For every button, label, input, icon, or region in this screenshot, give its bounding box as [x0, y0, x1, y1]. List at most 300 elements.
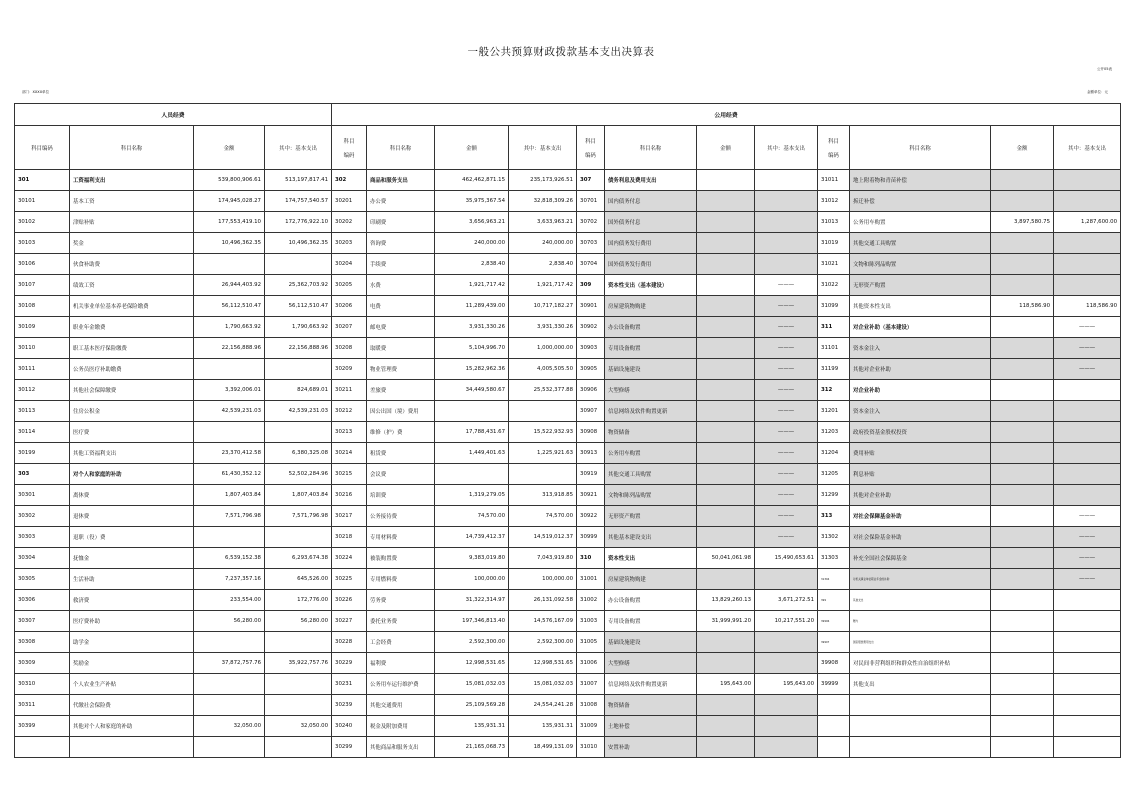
table-row	[15, 443, 1121, 464]
cell-amount	[991, 317, 1054, 338]
header-amount: 金额	[435, 126, 509, 170]
cell-name: 房屋建筑物购建	[605, 569, 697, 590]
cell-amount: 1,790,663.92	[194, 317, 265, 338]
cell-code: 30114	[15, 422, 70, 443]
cell-name: 职业年金缴费	[70, 317, 194, 338]
cell-name: 因公出国（境）费用	[367, 401, 435, 422]
cell-code: 31007	[577, 674, 605, 695]
cell-name: 物资储备	[605, 695, 697, 716]
cell-amount	[991, 737, 1054, 758]
cell-code: 31013	[818, 212, 850, 233]
cell-code: 30906	[577, 380, 605, 401]
cell-basic	[1054, 737, 1121, 758]
cell-code: 30901	[577, 296, 605, 317]
cell-code: 30999	[577, 527, 605, 548]
cell-basic	[265, 632, 332, 653]
cell-basic: 6,380,325.08	[265, 443, 332, 464]
cell-basic: ———	[1054, 359, 1121, 380]
cell-amount: 197,346,813.40	[435, 611, 509, 632]
cell-name: 信息网络及软件购置更新	[605, 674, 697, 695]
cell-name: 其他交通费用	[367, 695, 435, 716]
cell-amount: 240,000.00	[435, 233, 509, 254]
cell-basic: ———	[1054, 569, 1121, 590]
cell-name	[70, 737, 194, 758]
cell-name: 基本工资	[70, 191, 194, 212]
cell-code: 30112	[15, 380, 70, 401]
cell-name: 补充全国社会保障基金	[850, 548, 991, 569]
cell-code: 30212	[332, 401, 367, 422]
cell-amount	[697, 569, 755, 590]
header-code: 科目 编码	[332, 126, 367, 170]
cell-amount: 1,921,717.42	[435, 275, 509, 296]
cell-basic: 1,225,921.63	[509, 443, 577, 464]
cell-amount: 118,586.90	[991, 296, 1054, 317]
cell-code: 30301	[15, 485, 70, 506]
cell-code: 30106	[15, 254, 70, 275]
cell-name: 无形资产购置	[605, 506, 697, 527]
cell-basic	[755, 632, 818, 653]
cell-basic: 10,717,182.27	[509, 296, 577, 317]
cell-amount: 233,554.00	[194, 590, 265, 611]
cell-amount: 174,945,028.27	[194, 191, 265, 212]
cell-amount	[991, 569, 1054, 590]
table-row	[15, 653, 1121, 674]
cell-amount: 3,656,963.21	[435, 212, 509, 233]
cell-amount: 7,237,357.16	[194, 569, 265, 590]
cell-name: 其他基本建设支出	[605, 527, 697, 548]
cell-amount	[991, 422, 1054, 443]
cell-basic	[1054, 443, 1121, 464]
cell-basic: ———	[755, 401, 818, 422]
cell-code	[15, 737, 70, 758]
cell-name: 其他社会保障缴费	[70, 380, 194, 401]
header-code: 科目 编码	[577, 126, 605, 170]
cell-name: 国内债务发行费用	[605, 233, 697, 254]
cell-name: 对社会保险基金补助	[850, 527, 991, 548]
cell-basic: 10,496,362.35	[265, 233, 332, 254]
cell-amount: 177,553,419.10	[194, 212, 265, 233]
cell-name: 赠与	[850, 611, 991, 632]
header-name: 科目名称	[850, 126, 991, 170]
cell-code: 31205	[818, 464, 850, 485]
cell-amount	[991, 653, 1054, 674]
table-row	[15, 317, 1121, 338]
cell-code: 31099	[818, 296, 850, 317]
cell-code: 30302	[15, 506, 70, 527]
cell-basic	[1054, 716, 1121, 737]
cell-name: 其他工资福利支出	[70, 443, 194, 464]
cell-name: 其他商品和服务支出	[367, 737, 435, 758]
cell-name: 维修（护）费	[367, 422, 435, 443]
cell-amount: 25,109,569.28	[435, 695, 509, 716]
cell-code: 311	[818, 317, 850, 338]
cell-basic	[755, 170, 818, 191]
header-code: 科目 编码	[818, 126, 850, 170]
cell-name: 培训费	[367, 485, 435, 506]
cell-basic: 135,931.31	[509, 716, 577, 737]
cell-code: 31002	[577, 590, 605, 611]
section-personnel: 人员经费	[15, 104, 332, 126]
cell-amount	[991, 338, 1054, 359]
cell-name: 委托业务费	[367, 611, 435, 632]
cell-amount	[991, 464, 1054, 485]
cell-basic: 24,554,241.28	[509, 695, 577, 716]
cell-amount	[697, 317, 755, 338]
table-row	[15, 338, 1121, 359]
cell-basic: 172,776,922.10	[265, 212, 332, 233]
cell-basic	[509, 401, 577, 422]
header-basic: 其中：基本支出	[755, 126, 818, 170]
cell-name: 医疗费	[70, 422, 194, 443]
cell-amount: 15,282,962.36	[435, 359, 509, 380]
cell-amount: 23,370,412.58	[194, 443, 265, 464]
cell-code: 39999	[818, 674, 850, 695]
table-row	[15, 527, 1121, 548]
cell-amount: 5,104,996.70	[435, 338, 509, 359]
cell-amount: 14,739,412.37	[435, 527, 509, 548]
cell-name: 租赁费	[367, 443, 435, 464]
cell-amount: 31,322,314.97	[435, 590, 509, 611]
cell-name: 无形资产购置	[850, 275, 991, 296]
cell-basic: 1,287,600.00	[1054, 212, 1121, 233]
table-row	[15, 632, 1121, 653]
cell-code: 30228	[332, 632, 367, 653]
cell-name: 工资福利支出	[70, 170, 194, 191]
cell-basic: ———	[755, 464, 818, 485]
cell-amount: 32,050.00	[194, 716, 265, 737]
cell-basic	[265, 527, 332, 548]
cell-amount: 34,449,580.67	[435, 380, 509, 401]
cell-name: 安置补助	[605, 737, 697, 758]
table-row	[15, 695, 1121, 716]
cell-amount	[697, 653, 755, 674]
cell-basic	[755, 254, 818, 275]
cell-basic: 3,633,963.21	[509, 212, 577, 233]
cell-name: 地上附着物和青苗补偿	[850, 170, 991, 191]
cell-code: 30209	[332, 359, 367, 380]
cell-name: 信息网络及软件购置更新	[605, 401, 697, 422]
cell-name: 抚恤金	[70, 548, 194, 569]
cell-code: 30202	[332, 212, 367, 233]
cell-basic: ———	[755, 380, 818, 401]
cell-basic	[755, 212, 818, 233]
table-row	[15, 359, 1121, 380]
department-label: 部门：XXXX单位	[22, 90, 50, 94]
cell-code: 310	[577, 548, 605, 569]
cell-name: 文物和陈列品购置	[850, 254, 991, 275]
cell-basic: 1,921,717.42	[509, 275, 577, 296]
cell-basic: ———	[755, 506, 818, 527]
cell-name: 对企业补助	[850, 380, 991, 401]
cell-amount	[697, 695, 755, 716]
cell-amount: 2,838.40	[435, 254, 509, 275]
cell-code: 31204	[818, 443, 850, 464]
table-row	[15, 506, 1121, 527]
cell-amount	[697, 485, 755, 506]
cell-code: 30304	[15, 548, 70, 569]
table-row	[15, 548, 1121, 569]
table-row	[15, 611, 1121, 632]
cell-code: 30108	[15, 296, 70, 317]
table-row	[15, 233, 1121, 254]
cell-basic: 42,539,231.03	[265, 401, 332, 422]
cell-code: 30919	[577, 464, 605, 485]
header-basic: 其中：基本支出	[509, 126, 577, 170]
cell-code: 31304	[818, 569, 850, 590]
cell-code: 30310	[15, 674, 70, 695]
cell-code: 30299	[332, 737, 367, 758]
cell-code: 39907	[818, 632, 850, 653]
cell-name: 国家赔偿费用支出	[850, 632, 991, 653]
cell-name: 其他交通工具购置	[605, 464, 697, 485]
cell-name: 公务用车购置	[605, 443, 697, 464]
cell-amount: 3,931,330.26	[435, 317, 509, 338]
cell-code: 31022	[818, 275, 850, 296]
page-title: 一般公共预算财政拨款基本支出决算表	[467, 46, 655, 58]
table-row	[15, 275, 1121, 296]
cell-name: 公务员医疗补助缴费	[70, 359, 194, 380]
cell-basic: ———	[755, 359, 818, 380]
cell-code: 31012	[818, 191, 850, 212]
cell-basic: 15,522,932.93	[509, 422, 577, 443]
cell-code: 31001	[577, 569, 605, 590]
cell-code	[818, 716, 850, 737]
cell-name: 其他对个人和家庭的补助	[70, 716, 194, 737]
cell-name: 奖励金	[70, 653, 194, 674]
cell-code: 30103	[15, 233, 70, 254]
cell-amount	[991, 695, 1054, 716]
cell-name: 费用补贴	[850, 443, 991, 464]
cell-basic: 174,757,540.57	[265, 191, 332, 212]
cell-amount	[991, 548, 1054, 569]
cell-code: 30204	[332, 254, 367, 275]
cell-basic: 25,362,703.92	[265, 275, 332, 296]
cell-code: 31008	[577, 695, 605, 716]
cell-basic: 313,918.85	[509, 485, 577, 506]
cell-name: 资本性支出（基本建设）	[605, 275, 697, 296]
cell-amount: 31,999,991.20	[697, 611, 755, 632]
currency-unit-label: 金额单位：元	[1087, 90, 1108, 94]
cell-name: 办公设备购置	[605, 590, 697, 611]
cell-amount	[697, 338, 755, 359]
cell-basic	[265, 422, 332, 443]
cell-code: 30306	[15, 590, 70, 611]
cell-amount: 61,430,352.12	[194, 464, 265, 485]
header-basic: 其中：基本支出	[265, 126, 332, 170]
cell-name: 专用材料费	[367, 527, 435, 548]
cell-code: 31010	[577, 737, 605, 758]
cell-basic	[509, 464, 577, 485]
cell-amount: 17,788,431.67	[435, 422, 509, 443]
cell-amount: 539,800,906.61	[194, 170, 265, 191]
cell-basic	[755, 233, 818, 254]
cell-code	[818, 737, 850, 758]
cell-basic	[1054, 401, 1121, 422]
cell-code: 30217	[332, 506, 367, 527]
section-public: 公用经费	[332, 104, 1121, 126]
cell-amount: 2,592,300.00	[435, 632, 509, 653]
cell-code: 30303	[15, 527, 70, 548]
cell-name: 差旅费	[367, 380, 435, 401]
cell-name: 资本金注入	[850, 401, 991, 422]
cell-name	[850, 737, 991, 758]
cell-amount	[194, 359, 265, 380]
cell-basic	[1054, 590, 1121, 611]
cell-amount: 195,643.00	[697, 674, 755, 695]
cell-name: 公务用车购置	[850, 212, 991, 233]
cell-code: 30913	[577, 443, 605, 464]
cell-amount: 10,496,362.35	[194, 233, 265, 254]
cell-amount	[697, 233, 755, 254]
cell-name: 救济费	[70, 590, 194, 611]
cell-basic: ———	[755, 443, 818, 464]
cell-name: 对企业补助（基本建设）	[850, 317, 991, 338]
table-row	[15, 296, 1121, 317]
cell-name: 绩效工资	[70, 275, 194, 296]
cell-code: 301	[15, 170, 70, 191]
cell-amount	[991, 170, 1054, 191]
cell-name: 物业管理费	[367, 359, 435, 380]
cell-basic: ———	[1054, 317, 1121, 338]
cell-code: 30307	[15, 611, 70, 632]
cell-basic	[1054, 422, 1121, 443]
cell-amount	[991, 716, 1054, 737]
cell-code: 30199	[15, 443, 70, 464]
table-row	[15, 464, 1121, 485]
cell-amount	[435, 401, 509, 422]
cell-code: 31019	[818, 233, 850, 254]
cell-name: 水费	[367, 275, 435, 296]
cell-basic: 15,081,032.03	[509, 674, 577, 695]
cell-amount	[194, 737, 265, 758]
cell-name	[850, 695, 991, 716]
table-row	[15, 716, 1121, 737]
table-row	[15, 401, 1121, 422]
cell-code: 313	[818, 506, 850, 527]
cell-basic: ———	[1054, 506, 1121, 527]
cell-code: 30205	[332, 275, 367, 296]
cell-name: 医疗费补助	[70, 611, 194, 632]
table-row	[15, 422, 1121, 443]
cell-code: 30207	[332, 317, 367, 338]
cell-name: 助学金	[70, 632, 194, 653]
cell-code: 30309	[15, 653, 70, 674]
cell-name: 对机关事业单位职业年金的补助	[850, 569, 991, 590]
cell-code: 303	[15, 464, 70, 485]
column-header-row	[15, 126, 1121, 170]
cell-amount	[194, 674, 265, 695]
cell-code: 309	[577, 275, 605, 296]
cell-basic: 240,000.00	[509, 233, 577, 254]
cell-basic: 645,526.00	[265, 569, 332, 590]
cell-code: 39906	[818, 611, 850, 632]
cell-name: 其他交通工具购置	[850, 233, 991, 254]
section-header-row	[15, 104, 1121, 126]
cell-basic: 12,998,531.65	[509, 653, 577, 674]
cell-amount: 9,383,019.80	[435, 548, 509, 569]
cell-amount	[991, 359, 1054, 380]
cell-basic: 3,931,330.26	[509, 317, 577, 338]
cell-code: 30239	[332, 695, 367, 716]
cell-name: 国外债务付息	[605, 212, 697, 233]
cell-code: 30701	[577, 191, 605, 212]
cell-basic: ———	[1054, 548, 1121, 569]
cell-name: 退职（役）费	[70, 527, 194, 548]
cell-amount	[194, 527, 265, 548]
cell-amount: 56,112,510.47	[194, 296, 265, 317]
cell-basic: 172,776.00	[265, 590, 332, 611]
cell-name: 对社会保障基金补助	[850, 506, 991, 527]
header-name: 科目名称	[367, 126, 435, 170]
cell-amount: 1,807,403.84	[194, 485, 265, 506]
cell-basic: 14,576,167.09	[509, 611, 577, 632]
cell-code: 30308	[15, 632, 70, 653]
cell-amount: 462,462,871.15	[435, 170, 509, 191]
cell-basic	[265, 737, 332, 758]
cell-basic: 15,490,653.61	[755, 548, 818, 569]
cell-basic	[1054, 233, 1121, 254]
cell-code: 31005	[577, 632, 605, 653]
cell-basic	[1054, 695, 1121, 716]
cell-amount	[697, 212, 755, 233]
cell-basic: ———	[755, 317, 818, 338]
cell-amount	[991, 674, 1054, 695]
cell-name: 拆迁补偿	[850, 191, 991, 212]
cell-amount: 13,829,260.13	[697, 590, 755, 611]
cell-name: 福利费	[367, 653, 435, 674]
cell-basic	[265, 254, 332, 275]
cell-amount: 37,872,757.76	[194, 653, 265, 674]
cell-amount	[194, 422, 265, 443]
cell-code: 30206	[332, 296, 367, 317]
table-row	[15, 590, 1121, 611]
cell-name: 大型修缮	[605, 380, 697, 401]
cell-name: 劳务费	[367, 590, 435, 611]
cell-basic	[1054, 611, 1121, 632]
cell-code: 30201	[332, 191, 367, 212]
cell-code: 30231	[332, 674, 367, 695]
cell-code: 31009	[577, 716, 605, 737]
cell-basic: 32,818,309.26	[509, 191, 577, 212]
cell-code: 39908	[818, 653, 850, 674]
cell-name: 政府投资基金股权投资	[850, 422, 991, 443]
cell-basic	[755, 191, 818, 212]
cell-amount: 15,081,032.03	[435, 674, 509, 695]
cell-basic	[265, 674, 332, 695]
cell-basic: 513,197,817.41	[265, 170, 332, 191]
cell-name: 其他对企业补助	[850, 485, 991, 506]
cell-code: 30213	[332, 422, 367, 443]
cell-name: 资本金注入	[850, 338, 991, 359]
cell-code: 30203	[332, 233, 367, 254]
cell-name: 其他资本性支出	[850, 296, 991, 317]
cell-amount	[991, 233, 1054, 254]
cell-basic: ———	[1054, 338, 1121, 359]
cell-amount: 100,000.00	[435, 569, 509, 590]
cell-basic: 235,173,926.51	[509, 170, 577, 191]
cell-basic	[1054, 632, 1121, 653]
cell-code: 30110	[15, 338, 70, 359]
cell-amount	[697, 506, 755, 527]
cell-name: 其他对企业补助	[850, 359, 991, 380]
cell-basic	[755, 569, 818, 590]
cell-code: 31021	[818, 254, 850, 275]
cell-basic	[1054, 464, 1121, 485]
cell-code: 30211	[332, 380, 367, 401]
cell-code: 31011	[818, 170, 850, 191]
cell-amount	[991, 254, 1054, 275]
cell-amount: 74,570.00	[435, 506, 509, 527]
